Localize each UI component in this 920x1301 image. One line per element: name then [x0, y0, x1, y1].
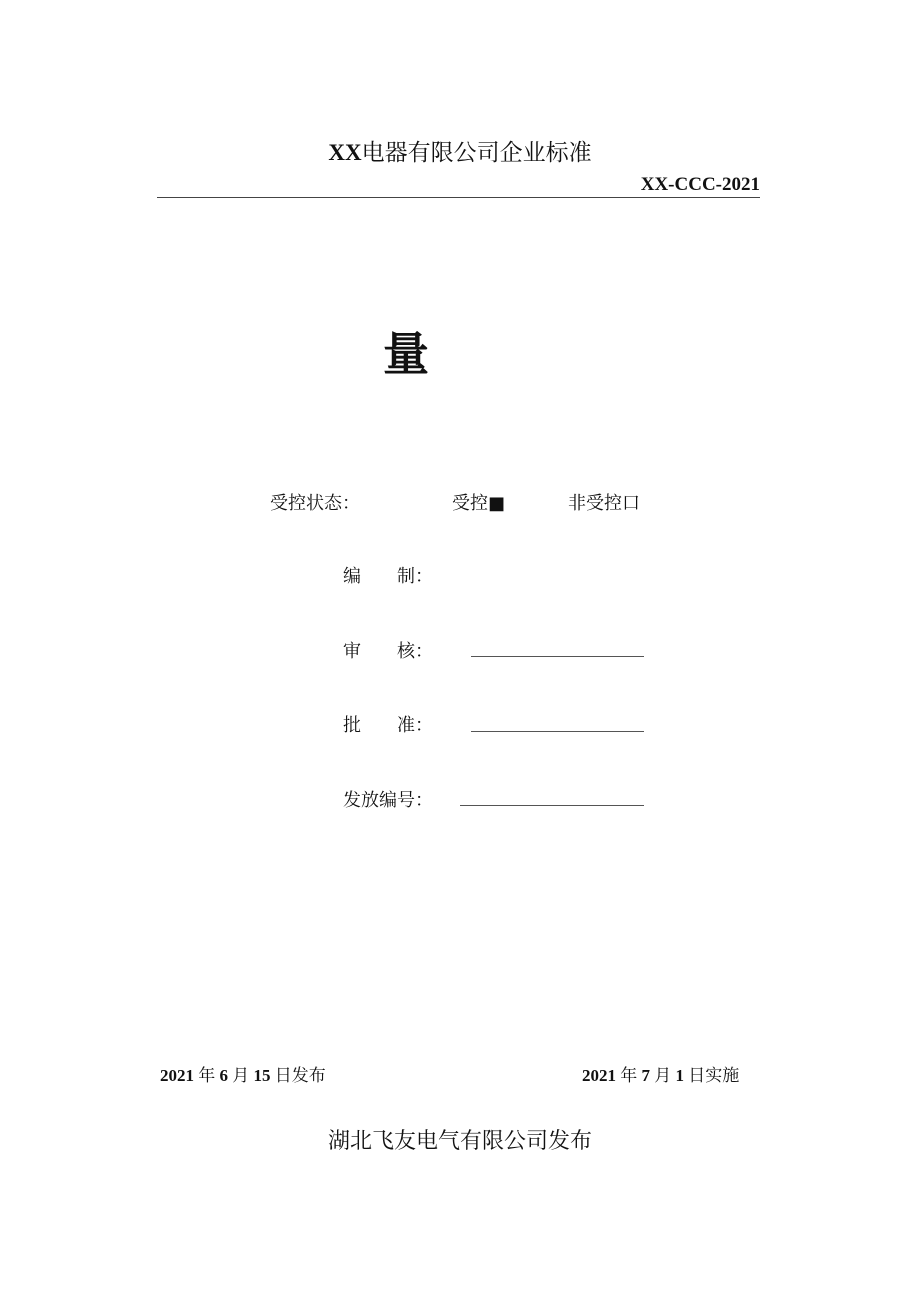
- controlled-option: 受控■: [452, 493, 506, 514]
- issue-number-blank: [460, 805, 644, 806]
- company-prefix: XX: [328, 140, 362, 165]
- publish-month: 6: [219, 1066, 228, 1085]
- header-rule: [157, 197, 760, 198]
- document-title: 量: [383, 327, 429, 381]
- publish-year: 2021: [160, 1066, 194, 1085]
- publish-suffix: 日发布: [270, 1066, 326, 1085]
- compiled-by-label: 编 制：: [343, 566, 433, 587]
- reviewed-by-blank: [471, 656, 644, 657]
- publish-month-suffix: 月: [228, 1066, 254, 1085]
- approved-by-blank: [471, 731, 644, 732]
- publisher-line: 湖北飞友电气有限公司发布: [327, 1129, 592, 1154]
- effective-month-suffix: 月: [650, 1066, 676, 1085]
- standard-number: XX-CCC-2021: [640, 174, 760, 195]
- company-heading-text: 电器有限公司企业标准: [361, 140, 592, 166]
- effective-suffix: 日实施: [684, 1066, 740, 1085]
- control-status-label: 受控状态：: [270, 493, 360, 514]
- publish-year-suffix: 年: [194, 1066, 220, 1085]
- effective-year: 2021: [582, 1066, 616, 1085]
- effective-year-suffix: 年: [616, 1066, 642, 1085]
- publish-day: 15: [253, 1066, 271, 1085]
- uncontrolled-option: 非受控口: [568, 493, 640, 514]
- effective-date: [582, 1061, 739, 1086]
- company-standard-heading: [0, 134, 920, 167]
- issue-number-label: 发放编号：: [343, 790, 433, 811]
- reviewed-by-label: 审 核：: [343, 641, 433, 662]
- approved-by-label: 批 准：: [343, 715, 433, 736]
- effective-month: 7: [641, 1066, 650, 1085]
- publish-date: [160, 1061, 326, 1086]
- effective-day: 1: [675, 1066, 684, 1085]
